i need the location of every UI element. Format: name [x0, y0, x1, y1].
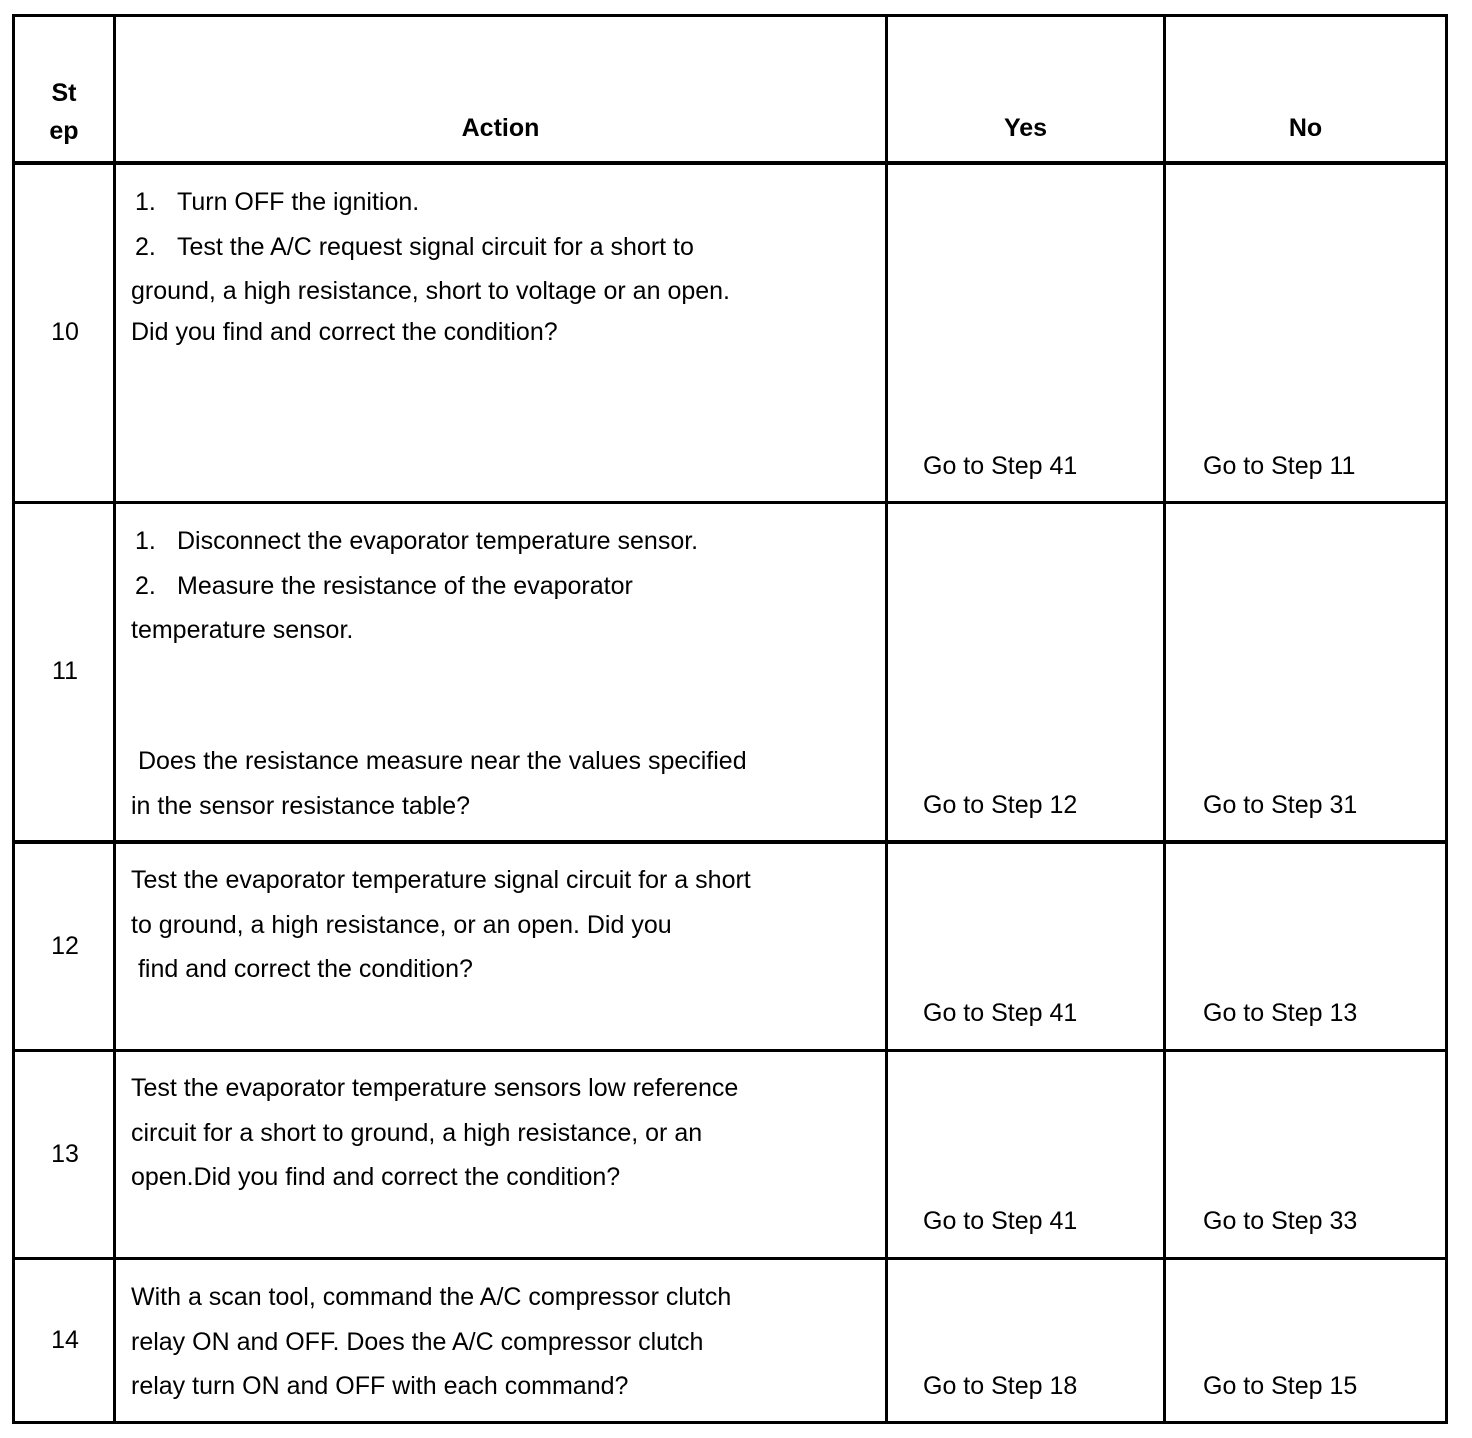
action-line: in the sensor resistance table?	[131, 791, 471, 820]
step-number: 14	[51, 1326, 79, 1354]
action-line: Test the evaporator temperature signal circuit for a short	[131, 866, 751, 894]
action-cell	[131, 519, 698, 653]
table-border-right	[1445, 14, 1448, 1424]
no-cell: Go to Step 31	[1203, 791, 1358, 819]
header-yes: Yes	[1003, 114, 1048, 142]
row-divider	[12, 501, 1448, 504]
action-line: With a scan tool, command the A/C compressor clutch	[131, 1283, 732, 1311]
column-divider	[113, 14, 116, 1424]
yes-cell: Go to Step 18	[923, 1372, 1078, 1400]
column-divider	[885, 14, 888, 1424]
header-divider	[12, 161, 1448, 165]
action-line: Did you find and correct the condition?	[131, 317, 558, 346]
action-line: open.Did you find and correct the condition?	[131, 1163, 621, 1191]
header-step	[15, 74, 113, 150]
action-line	[131, 225, 730, 270]
header-no: No	[1288, 114, 1323, 142]
row-divider	[12, 1257, 1448, 1260]
no-cell: Go to Step 15	[1203, 1372, 1358, 1400]
action-line: temperature sensor.	[131, 616, 354, 644]
action-line: relay turn ON and OFF with each command?	[131, 1372, 629, 1400]
action-line: Does the resistance measure near the values specified	[131, 747, 747, 775]
action-line: Test the evaporator temperature sensors low reference	[131, 1074, 739, 1102]
list-number: 1.	[135, 188, 156, 216]
list-number: 1.	[135, 527, 156, 555]
action-cell	[131, 1275, 731, 1409]
action-line: circuit for a short to ground, a high resistance, or an	[131, 1118, 703, 1147]
header-step-line2: ep	[49, 117, 79, 145]
header-step-line1: St	[51, 79, 77, 107]
no-cell: Go to Step 33	[1203, 1207, 1358, 1235]
no-cell: Go to Step 11	[1203, 452, 1356, 480]
yes-cell: Go to Step 12	[923, 791, 1078, 819]
row-divider	[12, 1049, 1448, 1052]
yes-cell: Go to Step 41	[923, 452, 1078, 480]
action-line-text: Turn OFF the ignition.	[177, 188, 420, 216]
action-line: find and correct the condition?	[131, 955, 473, 983]
action-line: to ground, a high resistance, or an open. Did you	[131, 910, 672, 939]
header-action: Action	[461, 114, 540, 142]
action-line-text: Measure the resistance of the evaporator	[177, 571, 633, 600]
action-line-text: Test the A/C request signal circuit for a short to	[177, 232, 694, 261]
table-border-bottom	[12, 1421, 1448, 1424]
action-line	[131, 564, 698, 609]
no-cell: Go to Step 13	[1203, 999, 1358, 1027]
yes-cell: Go to Step 41	[923, 999, 1078, 1027]
table-border-left	[12, 14, 15, 1424]
action-line-text: Disconnect the evaporator temperature sensor.	[177, 527, 699, 555]
yes-cell: Go to Step 41	[923, 1207, 1078, 1235]
list-number: 2.	[135, 571, 156, 600]
action-line	[131, 519, 698, 564]
column-divider	[1163, 14, 1166, 1424]
list-number: 2.	[135, 232, 156, 261]
step-number: 12	[51, 932, 79, 960]
action-line: ground, a high resistance, short to voltage or an open.	[131, 277, 730, 305]
step-number: 11	[52, 657, 78, 685]
table-border-top	[12, 14, 1448, 17]
action-line	[131, 180, 730, 225]
step-number: 10	[51, 318, 79, 346]
action-cell	[131, 180, 730, 354]
action-cell-question	[131, 739, 747, 828]
row-divider	[12, 840, 1448, 844]
action-cell	[131, 858, 751, 992]
step-number: 13	[51, 1140, 79, 1168]
action-cell	[131, 1066, 738, 1200]
action-line: relay ON and OFF. Does the A/C compressor clutch	[131, 1327, 704, 1356]
